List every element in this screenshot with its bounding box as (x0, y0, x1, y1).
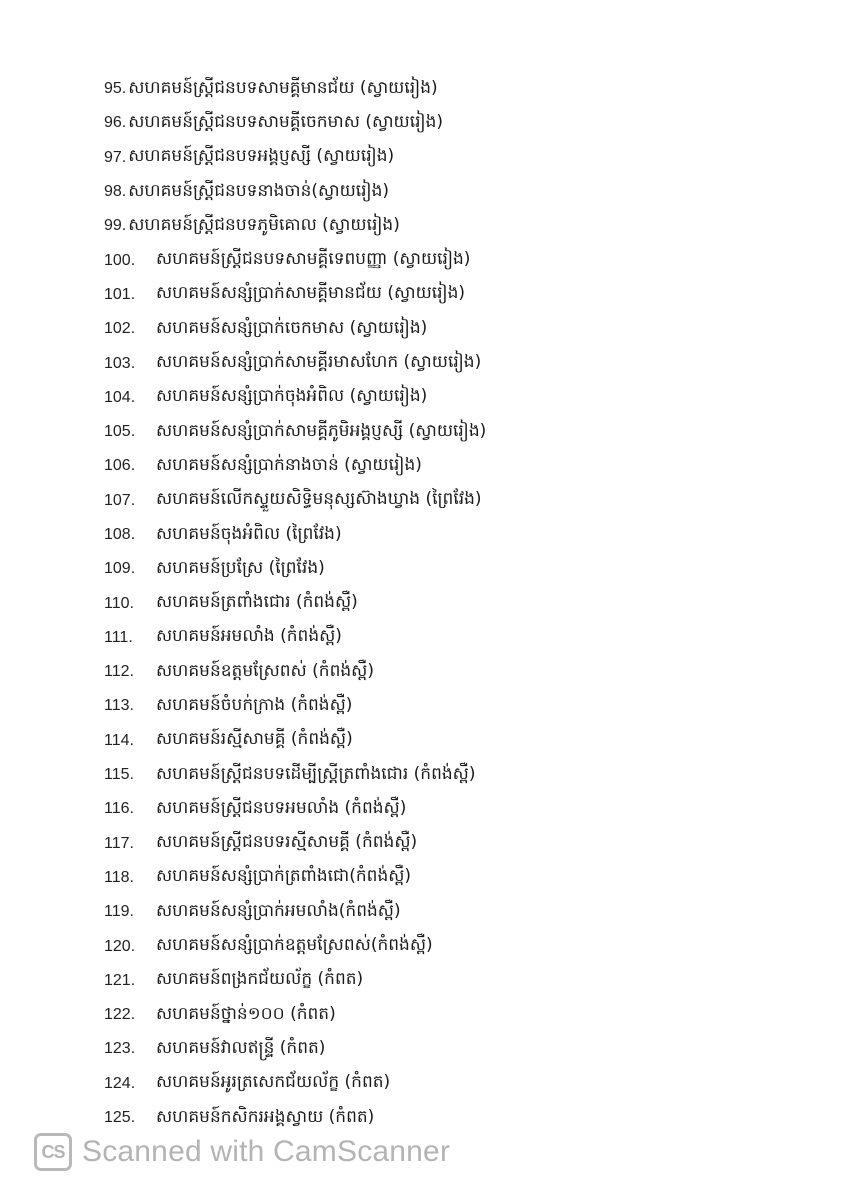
list-item (104, 861, 804, 895)
item-text: សហគមន៍ស្ត្រីជនបទសាមគ្គីចេកមាស (ស្វាយរៀង) (128, 111, 444, 132)
list-item (104, 586, 804, 620)
item-number: 113. (104, 697, 134, 715)
item-number: 104. (104, 388, 136, 406)
item-number: 117. (104, 834, 134, 852)
list-item (104, 1032, 804, 1066)
list-item (104, 381, 804, 415)
list-item (104, 141, 804, 175)
list-item (104, 724, 804, 758)
item-number: 123. (104, 1040, 136, 1058)
item-text: សហគមន៍ស្ត្រីជនបទអមលាំង (កំពង់ស្ពឺ) (156, 797, 407, 818)
list-item (104, 518, 804, 552)
item-text: សហគមន៍សន្សំប្រាក់ឧត្តមស្រែពស់(កំពង់ស្ពឺ) (156, 935, 433, 956)
item-text: សហគមន៍សន្សំប្រាក់សាមគ្គីភូមិអង្គប្ញស្សី (ស្វាយរៀង) (156, 420, 487, 441)
item-number: 111. (104, 628, 133, 646)
item-text: សហគមន៍ឧត្តមស្រែពស់ (កំពង់ស្ពឺ) (156, 660, 374, 681)
item-number: 109. (104, 560, 136, 578)
camscanner-logo-text: CS (41, 1141, 65, 1162)
list-item (104, 312, 804, 346)
item-text: សហគមន៍ស្ត្រីជនបទសាមគ្គីទេពបញ្ញា (ស្វាយរៀង) (156, 249, 471, 270)
item-number: 112. (104, 663, 134, 681)
item-number: 107. (104, 491, 136, 509)
item-text: សហគមន៍សន្សំប្រាក់ចេកមាស (ស្វាយរៀង) (156, 317, 428, 338)
item-text: សហគមន៍វាលឥន្ទ្រី (កំពត) (156, 1037, 326, 1058)
list-item (104, 792, 804, 826)
item-text: សហគមន៍ស្ត្រីជនបទភូមិគោល (ស្វាយរៀង) (128, 214, 400, 235)
item-number: 97. (104, 148, 127, 166)
item-text: សហគមន៍ពង្រកជ័យល័ក្ខ (កំពត) (156, 969, 364, 990)
list-item (104, 689, 804, 723)
list-item (104, 346, 804, 380)
item-text: សហគមន៍កសិករអង្គស្វាយ (កំពត) (156, 1106, 375, 1127)
item-text: សហគមន៍ថ្នាន់១០០ (កំពត) (156, 1003, 336, 1024)
list-item (104, 998, 804, 1032)
item-text: សហគមន៍សន្សំប្រាក់អមលាំង(កំពង់ស្ពឺ) (156, 900, 401, 921)
list-item (104, 243, 804, 277)
item-number: 108. (104, 526, 136, 543)
item-text: សហគមន៍ស្ត្រីជនបទអង្គប្ញស្សី (ស្វាយរៀង) (128, 146, 395, 167)
list-item (104, 415, 804, 449)
community-list (104, 72, 804, 1135)
item-number: 120. (104, 937, 136, 955)
list-item (104, 106, 804, 140)
list-item (104, 72, 804, 106)
item-number: 98. (104, 183, 127, 201)
item-text: សហគមន៍អូរត្រសេកជ័យល័ក្ខ (កំពត) (156, 1072, 391, 1093)
item-number: 105. (104, 423, 136, 441)
item-number: 100. (104, 251, 136, 269)
item-number: 110. (104, 594, 134, 612)
item-number: 119. (104, 903, 134, 921)
item-text: សហគមន៍ស្ត្រីជនបទនាងចាន់(ស្វាយរៀង) (128, 180, 390, 201)
item-text: សហគមន៍ប្រស្រែ (ព្រៃវែង) (156, 557, 325, 578)
item-text: សហគមន៍ត្រពាំងជោរ (កំពង់ស្ពឺ) (156, 592, 358, 613)
item-number: 95. (104, 80, 127, 98)
item-text: សហគមន៍សន្សំប្រាក់ចុងអំពិល (ស្វាយរៀង) (156, 386, 428, 407)
item-number: 106. (104, 457, 136, 475)
list-item (104, 655, 804, 689)
camscanner-watermark-text: Scanned with CamScanner (82, 1135, 451, 1168)
list-item (104, 1101, 804, 1135)
item-number: 103. (104, 354, 136, 372)
item-text: សហគមន៍អមលាំង (កំពង់ស្ពឺ) (156, 626, 342, 647)
item-text: សហគមន៍លើកស្ទួយសិទ្ធិមនុស្សស៊ាងឃ្វាង (ព្រៃវែង) (156, 489, 482, 510)
item-number: 102. (104, 320, 136, 338)
list-item (104, 758, 804, 792)
list-item (104, 964, 804, 998)
item-text: សហគមន៍ស្ត្រីជនបទដើម្បីស្ត្រីត្រពាំងជោរ (កំពង់ស្ពឺ) (156, 763, 476, 784)
camscanner-watermark (34, 1133, 450, 1171)
item-number: 99. (104, 217, 127, 235)
list-item (104, 175, 804, 209)
item-text: សហគមន៍សន្សំប្រាក់សាមគ្គីមានជ័យ (ស្វាយរៀង) (156, 283, 466, 304)
item-text: សហគមន៍រស្មីសាមគ្គី (កំពង់ស្ពឺ) (156, 729, 353, 750)
item-number: 114. (104, 731, 134, 749)
list-item (104, 827, 804, 861)
list-item (104, 1067, 804, 1101)
list-item (104, 552, 804, 586)
item-text: សហគមន៍ចុងអំពិល (ព្រៃវែង) (156, 523, 342, 544)
list-item (104, 621, 804, 655)
item-text: សហគមន៍ស្ត្រីជនបទសាមគ្គីមានជ័យ (ស្វាយរៀង) (128, 77, 438, 98)
list-item (104, 209, 804, 243)
item-number: 115. (104, 766, 134, 784)
list-item (104, 484, 804, 518)
item-number: 124. (104, 1074, 136, 1092)
item-number: 122. (104, 1006, 136, 1024)
list-item (104, 278, 804, 312)
item-text: សហគមន៍សន្សំប្រាក់នាងចាន់ (ស្វាយរៀង) (156, 454, 422, 475)
item-number: 118. (104, 868, 134, 886)
item-number: 125. (104, 1109, 136, 1127)
item-number: 101. (104, 285, 136, 303)
list-item (104, 895, 804, 929)
item-text: សហគមន៍ចំបក់ក្រាង (កំពង់ស្ពឺ) (156, 694, 353, 715)
item-number: 116. (104, 800, 134, 818)
list-item (104, 929, 804, 963)
camscanner-logo-icon (34, 1133, 72, 1171)
item-text: សហគមន៍ស្ត្រីជនបទរស្មីសាមគ្គី (កំពង់ស្ពឺ) (156, 832, 418, 853)
list-item (104, 449, 804, 483)
item-text: សហគមន៍សន្សំប្រាក់សាមគ្គីរមាសហែក (ស្វាយរៀង) (156, 352, 482, 373)
item-number: 96. (104, 114, 127, 132)
item-number: 121. (104, 971, 136, 989)
item-text: សហគមន៍សន្សំប្រាក់ត្រពាំងជោ(កំពង់ស្ពឺ) (156, 866, 412, 887)
